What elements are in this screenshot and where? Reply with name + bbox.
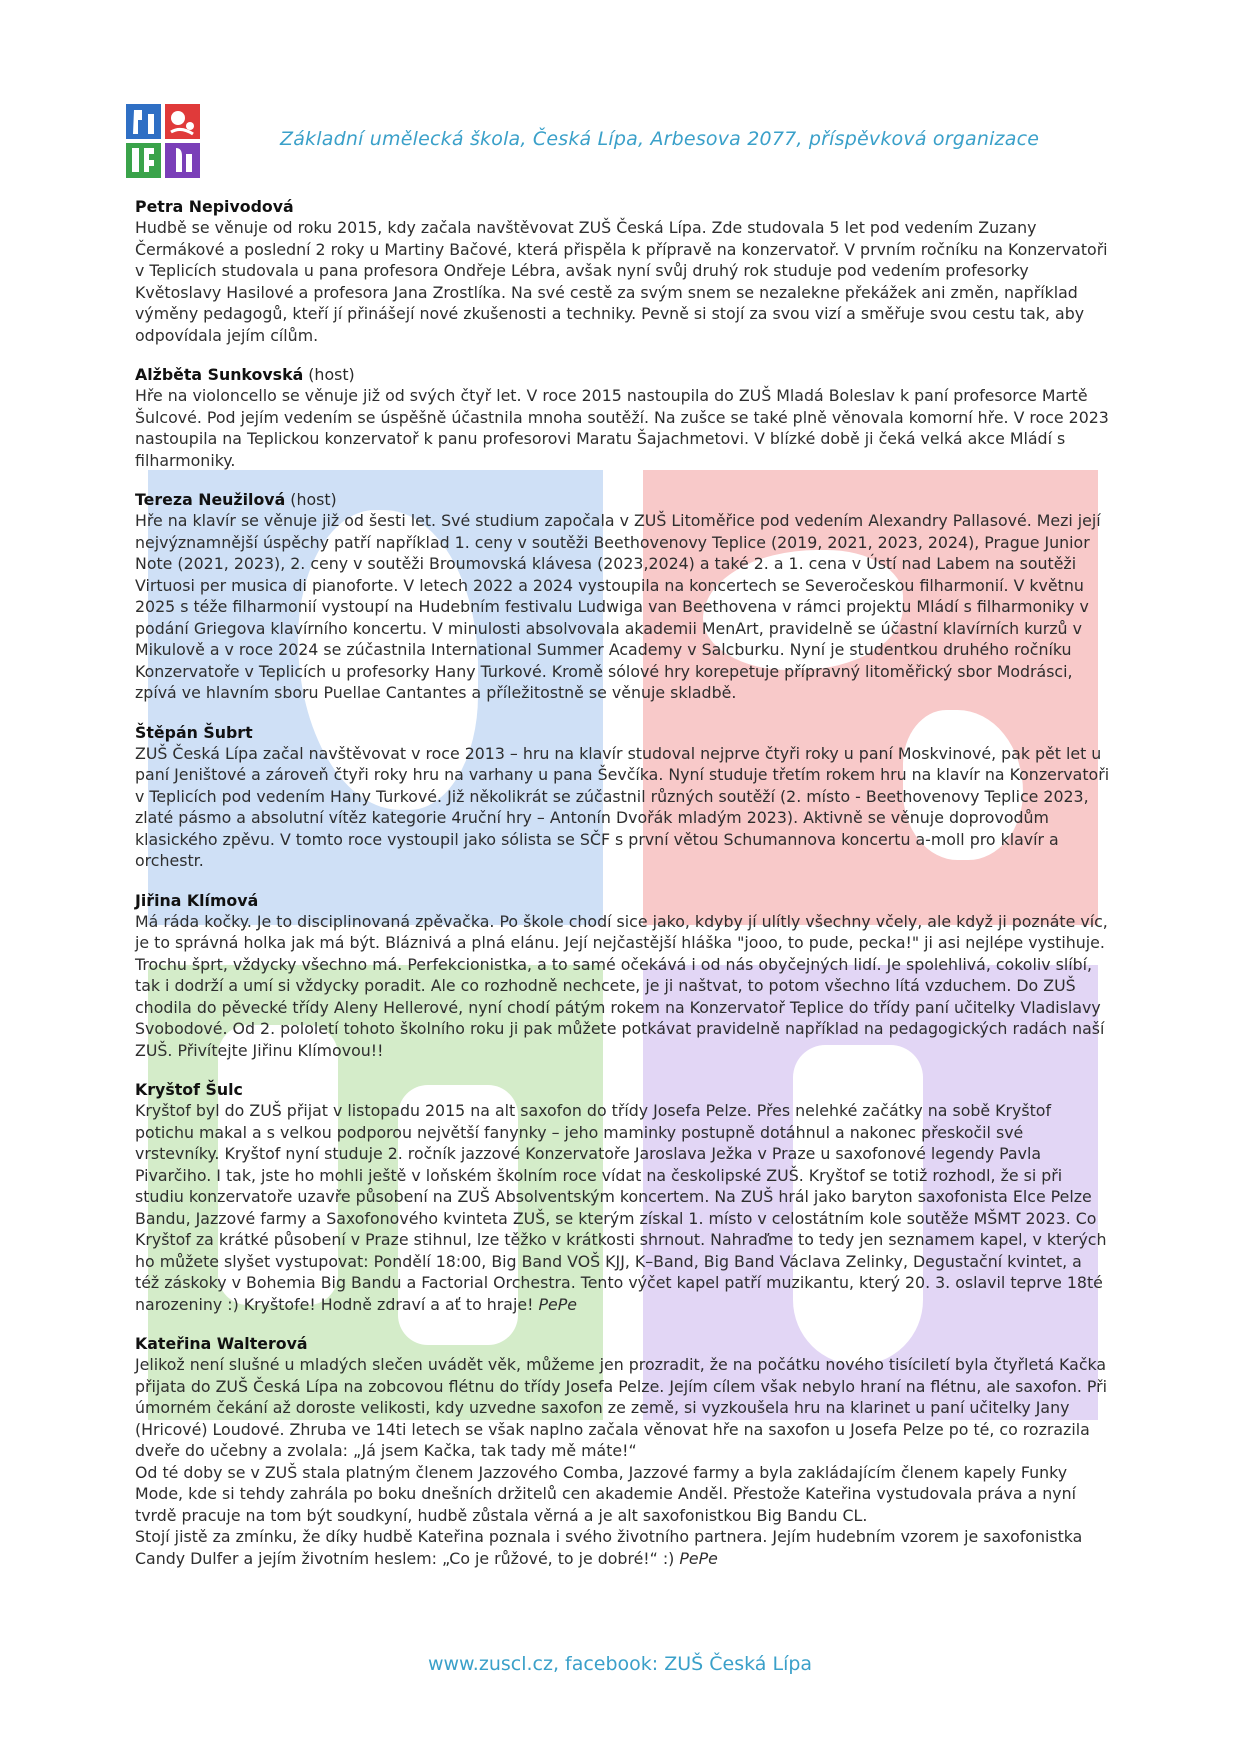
bio-text xyxy=(135,510,1110,704)
person-name: Jiřina Klímová xyxy=(135,890,259,910)
bio-heading xyxy=(135,890,1110,911)
author-signature: PePe xyxy=(679,1548,718,1568)
page-footer: www.zuscl.cz, facebook: ZUŠ Česká Lípa xyxy=(427,1653,813,1675)
bio-text xyxy=(135,1100,1110,1315)
bio-paragraph-text: Má ráda kočky. Je to disciplinovaná zpěvačka. Po škole chodí sice jako, kdyby jí ulítly všechny včely, ale když ji poznáte víc, je to správná holka jak má být. Bláznivá a plná elánu. Její nejčastější hláška "jooo, to pude, pecka!" ji asi nejlépe vystihuje. Trochu šprt, vždycky všechno má. Perfekcionistka, a to samé očekává i od nás obyčejných lidí. Je spolehlivá, cokoliv slíbí, tak i dodrží a umí si vždycky poradit. Ale co rozhodně nechcete, je ji naštvat, to potom všechno lítá vzduchem. Do ZUŠ chodila do pěvecké třídy Aleny Hellerové, nyní chodí pátým rokem na Konzervatoř Teplice do třídy paní učitelky Vladislavy Svobodové. Od 2. pololetí tohoto školního roku ji pak můžete potkávat pravidelně například na pedagogických radách naší ZUŠ. Přivítejte Jiřinu Klímovou!! xyxy=(135,911,1108,1060)
bio-paragraph xyxy=(135,1354,1110,1462)
main-content xyxy=(135,196,1110,1587)
bio-paragraph-text: Kryštof byl do ZUŠ přijat v listopadu 2015 na alt saxofon do třídy Josefa Pelze. Přes nelehké začátky na sobě Kryštof potichu makal a s velkou podporou největší fanynky – jeho maminky postupně dotáhnul a nakonec přeskočil své vrstevníky. Kryštof nyní studuje 2. ročník jazzové Konzervatoře Jaroslava Ježka v Praze u saxofonové legendy Pavla Pivarčiho. I tak, jste ho mohli ještě v loňském školním roce vídat na českolipské ZUŠ. Kryštof se totiž rozhodl, že si při studiu konzervatoře uzavře působení na ZUŠ Absolventským koncertem. Na ZUŠ hrál jako baryton saxofonista Elce Pelze Bandu, Jazzové farmy a Saxofonového kvinteta ZUŠ, se kterým získal 1. místo v celostátním kole soutěže MŠMT 2023. Co Kryštof za krátké působení v Praze stihnul, lze těžko v krátkosti shrnout. Nahraďme to tedy jen seznamem kapel, v kterých ho můžete slyšet vystupovat: Pondělí 18:00, Big Band VOŠ KJJ, K–Band, Big Band Václava Zelinky, Degustační kvintet, a též záskoky v Bohemia Big Bandu a Factorial Orchestra. Tento výčet kapel patří muzikantu, který 20. 3. oslavil teprve 18té narozeniny :) Kryštofe! Hodně zdraví a ať to hraje! xyxy=(135,1101,1107,1314)
person-name: Petra Nepivodová xyxy=(135,197,294,216)
person-name: Štěpán Šubrt xyxy=(135,722,253,742)
bio-section xyxy=(135,1333,1110,1569)
bio-paragraph-text: Hře na violoncello se věnuje již od svých čtyř let. V roce 2015 nastoupila do ZUŠ Mladá Boleslav k paní profesorce Martě Šulcové. Pod jejím vedením se úspěšně účastnila mnoha soutěží. Na zušce se také plně věnovala komorní hře. V roce 2023 nastoupila na Teplickou konzervatoř k panu profesorovi Maratu Šajachmetovi. V blízké době ji čeká velká akce Mládí s filharmoniky. xyxy=(135,386,1109,470)
guest-label: (host) xyxy=(285,490,337,509)
bio-paragraph xyxy=(135,510,1110,704)
bio-paragraph xyxy=(135,385,1110,471)
bio-paragraph-text: ZUŠ Česká Lípa začal navštěvovat v roce 2013 – hru na klavír studoval nejprve čtyři roky u paní Moskvinové, pak pět let u paní Jeništové a zároveň čtyři roky hru na varhany u pana Ševčíka. Nyní studuje třetím rokem hru na klavír na Konzervatoři v Teplicích pod vedením Hany Turkové. Již několikrát se zúčastnil různých soutěží (2. místo - Beethovenovy Teplice 2023, zlaté pásmo a absolutní vítěz kategorie 4ruční hry – Antonín Dvořák mladým 2023). Aktivně se věnuje doprovodům klasického zpěvu. V tomto roce vystoupil jako sólista se SČF s první větou Schumannova koncertu a-moll pro klavír a orchestr. xyxy=(135,743,1110,870)
bio-heading xyxy=(135,196,1110,217)
bio-section xyxy=(135,722,1110,872)
bio-paragraph xyxy=(135,911,1110,1062)
bio-heading xyxy=(135,364,1110,385)
bio-heading xyxy=(135,1333,1110,1354)
bio-text xyxy=(135,1354,1110,1569)
bio-paragraph-text: Jelikož není slušné u mladých slečen uvádět věk, můžeme jen prozradit, že na počátku nového tisíciletí byla čtyřletá Kačka přijata do ZUŠ Česká Lípa na zobcovou flétnu do třídy Josefa Pelze. Jejím cílem však nebylo hraní na flétnu, ale saxofon. Při úmorném čekání až doroste velikosti, kdy uzvedne saxofon ze země, si vyzkoušela hru na klarinet u paní učitelky Jany (Hricové) Loudové. Zhruba ve 14ti letech se však naplno začala věnovat hře na saxofon u Josefa Pelze po té, co rozrazila dveře do učebny a zvolala: „Já jsem Kačka, tak tady mě máte!“ xyxy=(135,1355,1108,1460)
bio-section xyxy=(135,890,1110,1062)
bio-section xyxy=(135,1079,1110,1315)
person-name: Kryštof Šulc xyxy=(135,1080,243,1099)
author-signature: PePe xyxy=(538,1294,577,1314)
bio-text xyxy=(135,911,1110,1062)
bio-paragraph xyxy=(135,1526,1110,1569)
bio-paragraph-text: Hře na klavír se věnuje již od šesti let. Své studium započala v ZUŠ Litoměřice pod vedením Alexandry Pallasové. Mezi její nejvýznamnější úspěchy patří například 1. ceny v soutěži Beethovenovy Teplice (2019, 2021, 2023, 2024), Prague Junior Note (2021, 2023), 2. ceny v soutěži Broumovská klávesa (2023,2024) a také 2. a 1. cena v Ústí nad Labem na soutěži Virtuosi per musica di pianoforte. V letech 2022 a 2024 vystoupila na koncertech se Severočeskou filharmonií. V květnu 2025 s téže filharmonií vystoupí na Hudebním festivalu Ludwiga van Beethovena v rámci projektu Mládí s filharmoniky v podání Griegova klavírního koncertu. V minulosti absolvovala akademii MenArt, pravidelně se účastní klavírních kurzů v Mikulově a v roce 2024 se zúčastnila International Summer Academy v Salcburku. Nyní je studentkou druhého ročníku Konzervatoře v Teplicích u profesorky Hany Turkové. Kromě sólové hry korepetuje přípravný litoměřický sbor Modrásci, zpívá ve hlavním sboru Puellae Cantantes a příležitostně se věnuje skladbě. xyxy=(135,511,1101,702)
bio-heading xyxy=(135,1079,1110,1100)
bio-paragraph-text: Od té doby se v ZUŠ stala platným členem Jazzového Comba, Jazzové farmy a byla zakládajícím členem kapely Funky Mode, kde si tehdy zahrála po boku dnešních držitelů cen akademie Anděl. Přestože Kateřina vystudovala práva a nyní tvrdě pracuje na tom být soudkyní, hudbě zůstala věrná a je alt saxofonistkou Big Bandu CL. xyxy=(135,1462,1077,1525)
person-name: Tereza Neužilová xyxy=(135,490,286,509)
bio-paragraph xyxy=(135,1462,1110,1527)
bio-paragraph xyxy=(135,743,1110,872)
bio-text xyxy=(135,217,1110,346)
person-name: Alžběta Sunkovská xyxy=(135,365,304,384)
bio-text xyxy=(135,385,1110,471)
bio-paragraph xyxy=(135,1100,1110,1315)
bio-section xyxy=(135,196,1110,346)
school-logo-icon xyxy=(126,104,200,178)
bio-section xyxy=(135,364,1110,471)
guest-label: (host) xyxy=(303,365,355,384)
bio-text xyxy=(135,743,1110,872)
bio-section xyxy=(135,489,1110,704)
bio-paragraph-text: Hudbě se věnuje od roku 2015, kdy začala navštěvovat ZUŠ Česká Lípa. Zde studovala 5 let pod vedením Zuzany Čermákové a poslední 2 roky u Martiny Bačové, která přispěla k přípravě na konzervatoř. V prvním ročníku na Konzervatoři v Teplicích studovala u pana profesora Ondřeje Lébra, avšak nyní svůj druhý rok studuje pod vedením profesorky Květoslavy Hasilové a profesora Jana Zrostlíka. Na své cestě za svým snem se nezalekne překážek ani změn, například výměny pedagogů, kteří jí přinášejí nové zkušenosti a techniky. Pevně si stojí za svou vizí a směřuje svou cestu tak, aby odpovídala jejím cílům. xyxy=(135,218,1108,345)
bio-paragraph xyxy=(135,217,1110,346)
bio-heading xyxy=(135,489,1110,510)
person-name: Kateřina Walterová xyxy=(135,1334,308,1353)
bio-paragraph-text: Stojí jistě za zmínku, že díky hudbě Kateřina poznala i svého životního partnera. Jejím hudebním vzorem je saxofonistka Candy Dulfer a jejím životním heslem: „Co je růžové, to je dobré!“ :) xyxy=(135,1527,1083,1568)
page-header xyxy=(124,104,1124,184)
bio-heading xyxy=(135,722,1110,743)
school-name-title: Základní umělecká škola, Česká Lípa, Arbesova 2077, příspěvková organizace xyxy=(280,128,1040,150)
